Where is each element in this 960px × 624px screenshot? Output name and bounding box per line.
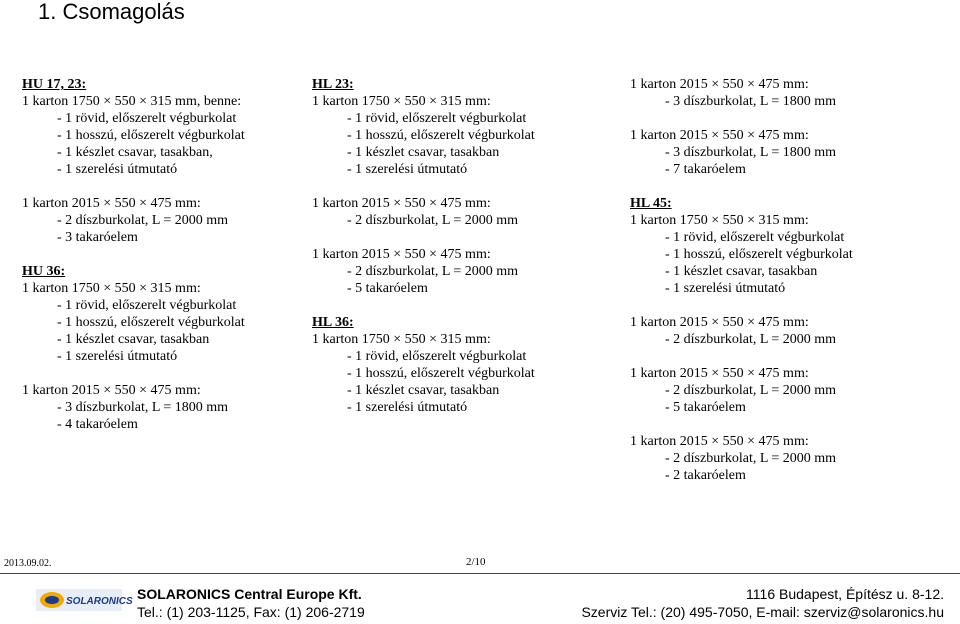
packing-block [22,76,292,178]
content-item: - 3 díszburkolat, L = 1800 mm [665,94,837,109]
logo-text: SOLARONICS [66,596,133,607]
carton-line: 1 karton 2015 × 550 × 475 mm: [22,383,201,398]
content-item: - 1 szerelési útmutató [347,162,468,177]
company-address: 1116 Budapest, Építész u. 8-12. [746,586,944,602]
packing-block [630,433,950,484]
model-heading: HL 23: [312,77,354,92]
content-item: - 1 hosszú, előszerelt végburkolat [347,128,535,143]
packing-block [630,76,950,110]
packing-block [630,195,950,297]
content-item: - 2 díszburkolat, L = 2000 mm [347,264,519,279]
service-contact: Szerviz Tel.: (20) 495-7050, E-mail: szerviz@solaronics.hu [581,604,944,620]
packing-block [312,76,612,178]
content-item: - 3 díszburkolat, L = 1800 mm [665,145,837,160]
page-number: 2/10 [466,556,486,568]
carton-line: 1 karton 1750 × 550 × 315 mm: [312,94,491,109]
company-phone: Tel.: (1) 203-1125, Fax: (1) 206-2719 [137,604,365,620]
model-heading: HU 17, 23: [22,77,87,92]
footer-date: 2013.09.02. [4,558,52,569]
content-item: - 1 készlet csavar, tasakban [347,145,500,160]
content-item: - 4 takaróelem [57,417,138,432]
content-item: - 1 készlet csavar, tasakban [347,383,500,398]
page-title: 1. Csomagolás [38,0,185,24]
content-item: - 2 díszburkolat, L = 2000 mm [57,213,229,228]
content-item: - 2 díszburkolat, L = 2000 mm [347,213,519,228]
packing-block [312,195,612,229]
content-item: - 3 takaróelem [57,230,138,245]
column-2 [312,76,612,433]
carton-line: 1 karton 1750 × 550 × 315 mm: [22,281,201,296]
packing-block [22,382,292,433]
content-item: - 1 rövid, előszerelt végburkolat [347,349,527,364]
packing-block [22,263,292,365]
carton-line: 1 karton 2015 × 550 × 475 mm: [312,247,491,262]
company-logo-icon [36,589,133,611]
footer-divider [0,573,960,574]
content-item: - 1 szerelési útmutató [57,162,178,177]
content-item: - 1 hosszú, előszerelt végburkolat [57,128,245,143]
carton-line: 1 karton 2015 × 550 × 475 mm: [630,366,809,381]
content-item: - 2 díszburkolat, L = 2000 mm [665,383,837,398]
carton-line: 1 karton 2015 × 550 × 475 mm: [312,196,491,211]
packing-block [312,246,612,297]
content-item: - 3 díszburkolat, L = 1800 mm [57,400,229,415]
packing-block [22,195,292,246]
content-item: - 1 készlet csavar, tasakban [665,264,818,279]
packing-block [312,314,612,416]
content-item: - 1 készlet csavar, tasakban, [57,145,213,160]
carton-line: 1 karton 2015 × 550 × 475 mm: [630,128,809,143]
carton-line: 1 karton 2015 × 550 × 475 mm: [22,196,201,211]
packing-block [630,127,950,178]
content-item: - 2 díszburkolat, L = 2000 mm [665,332,837,347]
model-heading: HU 36: [22,264,66,279]
content-item: - 2 díszburkolat, L = 2000 mm [665,451,837,466]
company-name: SOLARONICS Central Europe Kft. [137,586,362,602]
content-item: - 1 hosszú, előszerelt végburkolat [665,247,853,262]
content-item: - 1 rövid, előszerelt végburkolat [665,230,845,245]
content-item: - 1 hosszú, előszerelt végburkolat [57,315,245,330]
model-heading: HL 45: [630,196,672,211]
content-item: - 7 takaróelem [665,162,746,177]
carton-line: 1 karton 1750 × 550 × 315 mm: [312,332,491,347]
content-item: - 1 rövid, előszerelt végburkolat [347,111,527,126]
content-item: - 5 takaróelem [665,400,746,415]
content-item: - 1 készlet csavar, tasakban [57,332,210,347]
content-item: - 5 takaróelem [347,281,428,296]
content-item: - 1 rövid, előszerelt végburkolat [57,298,237,313]
packing-block [630,365,950,416]
content-item: - 1 szerelési útmutató [665,281,786,296]
content-item: - 2 takaróelem [665,468,746,483]
content-item: - 1 hosszú, előszerelt végburkolat [347,366,535,381]
model-heading: HL 36: [312,315,354,330]
carton-line: 1 karton 2015 × 550 × 475 mm: [630,315,809,330]
column-3 [630,76,950,501]
content-item: - 1 szerelési útmutató [347,400,468,415]
column-1 [22,76,292,450]
carton-line: 1 karton 1750 × 550 × 315 mm, benne: [22,94,242,109]
content-item: - 1 rövid, előszerelt végburkolat [57,111,237,126]
carton-line: 1 karton 2015 × 550 × 475 mm: [630,434,809,449]
packing-block [630,314,950,348]
content-item: - 1 szerelési útmutató [57,349,178,364]
carton-line: 1 karton 2015 × 550 × 475 mm: [630,77,809,92]
carton-line: 1 karton 1750 × 550 × 315 mm: [630,213,809,228]
